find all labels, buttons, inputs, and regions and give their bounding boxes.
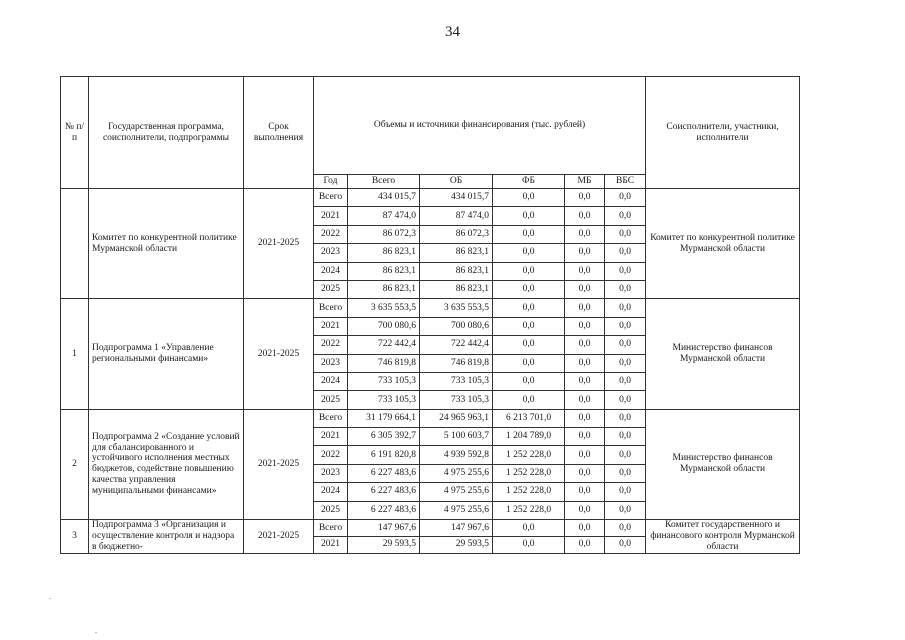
row-vbs: 0,0: [605, 501, 646, 519]
block-program: Комитет по конкурентной политике Мурманской области: [89, 189, 244, 299]
row-ob: 700 080,6: [420, 317, 493, 335]
row-ob: 4 939 592,8: [420, 446, 493, 464]
row-ob: 3 635 553,5: [420, 299, 493, 317]
row-mb: 0,0: [565, 428, 605, 446]
row-year: Всего: [314, 299, 348, 317]
row-year: 2025: [314, 501, 348, 519]
header-year: Год: [314, 175, 348, 189]
row-vbs: 0,0: [605, 207, 646, 225]
row-total: 746 819,8: [348, 354, 420, 372]
row-ob: 434 015,7: [420, 189, 493, 207]
row-total: 86 823,1: [348, 244, 420, 262]
row-mb: 0,0: [565, 464, 605, 482]
row-mb: 0,0: [565, 336, 605, 354]
scan-speck: [49, 598, 51, 599]
row-mb: 0,0: [565, 483, 605, 501]
row-fb: 1 204 789,0: [493, 428, 565, 446]
row-year: 2023: [314, 464, 348, 482]
row-vbs: 0,0: [605, 446, 646, 464]
row-fb: 1 252 228,0: [493, 483, 565, 501]
row-mb: 0,0: [565, 501, 605, 519]
row-ob: 86 072,3: [420, 225, 493, 243]
header-num: № п/п: [61, 77, 89, 189]
header-term: Срок выполнения: [244, 77, 314, 189]
scan-speck: [95, 632, 97, 633]
row-year: 2024: [314, 262, 348, 280]
row-fb: 6 213 701,0: [493, 409, 565, 427]
header-vbs: ВБС: [605, 175, 646, 189]
row-ob: 4 975 255,6: [420, 501, 493, 519]
row-year: 2021: [314, 536, 348, 553]
row-vbs: 0,0: [605, 299, 646, 317]
row-year: 2022: [314, 336, 348, 354]
block-term: 2021-2025: [244, 299, 314, 409]
row-ob: 746 819,8: [420, 354, 493, 372]
row-ob: 722 442,4: [420, 336, 493, 354]
header-executors: Соисполнители, участники, исполнители: [646, 77, 800, 189]
row-total: 722 442,4: [348, 336, 420, 354]
row-vbs: 0,0: [605, 189, 646, 207]
row-ob: 24 965 963,1: [420, 409, 493, 427]
table-row: [61, 189, 800, 207]
row-total: 733 105,3: [348, 391, 420, 409]
row-ob: 4 975 255,6: [420, 483, 493, 501]
row-ob: 733 105,3: [420, 391, 493, 409]
row-fb: 0,0: [493, 354, 565, 372]
block-num: 1: [61, 299, 89, 409]
row-mb: 0,0: [565, 189, 605, 207]
row-vbs: 0,0: [605, 536, 646, 553]
row-mb: 0,0: [565, 372, 605, 390]
header-fb: ФБ: [493, 175, 565, 189]
row-fb: 0,0: [493, 244, 565, 262]
header-mb: МБ: [565, 175, 605, 189]
row-fb: 0,0: [493, 225, 565, 243]
row-mb: 0,0: [565, 391, 605, 409]
row-year: 2024: [314, 483, 348, 501]
row-vbs: 0,0: [605, 336, 646, 354]
header-total: Всего: [348, 175, 420, 189]
row-vbs: 0,0: [605, 520, 646, 537]
block-num: 3: [61, 520, 89, 554]
row-fb: 0,0: [493, 207, 565, 225]
block-executor: Министерство финансов Мурманской области: [646, 299, 800, 409]
row-vbs: 0,0: [605, 244, 646, 262]
row-total: 733 105,3: [348, 372, 420, 390]
header-program: Государственная программа, соисполнители, подпрограммы: [89, 77, 244, 189]
row-fb: 0,0: [493, 520, 565, 537]
row-total: 6 227 483,6: [348, 501, 420, 519]
row-fb: 1 252 228,0: [493, 464, 565, 482]
row-mb: 0,0: [565, 446, 605, 464]
row-total: 86 823,1: [348, 280, 420, 298]
row-total: 29 593,5: [348, 536, 420, 553]
row-ob: 4 975 255,6: [420, 464, 493, 482]
row-fb: 1 252 228,0: [493, 446, 565, 464]
row-year: Всего: [314, 189, 348, 207]
row-mb: 0,0: [565, 262, 605, 280]
row-year: 2021: [314, 207, 348, 225]
row-total: 700 080,6: [348, 317, 420, 335]
row-total: 6 227 483,6: [348, 464, 420, 482]
table-row: [61, 520, 800, 537]
row-vbs: 0,0: [605, 464, 646, 482]
row-vbs: 0,0: [605, 280, 646, 298]
row-year: 2023: [314, 354, 348, 372]
row-total: 6 305 392,7: [348, 428, 420, 446]
row-fb: 0,0: [493, 280, 565, 298]
row-mb: 0,0: [565, 207, 605, 225]
row-vbs: 0,0: [605, 483, 646, 501]
row-vbs: 0,0: [605, 372, 646, 390]
row-fb: 0,0: [493, 336, 565, 354]
row-fb: 0,0: [493, 391, 565, 409]
row-mb: 0,0: [565, 280, 605, 298]
row-vbs: 0,0: [605, 428, 646, 446]
row-mb: 0,0: [565, 354, 605, 372]
row-ob: 86 823,1: [420, 244, 493, 262]
row-ob: 86 823,1: [420, 280, 493, 298]
row-year: 2024: [314, 372, 348, 390]
funding-table: [60, 76, 800, 554]
row-mb: 0,0: [565, 520, 605, 537]
row-fb: 0,0: [493, 299, 565, 317]
row-year: 2022: [314, 446, 348, 464]
row-total: 86 072,3: [348, 225, 420, 243]
row-mb: 0,0: [565, 536, 605, 553]
row-year: 2021: [314, 428, 348, 446]
row-total: 3 635 553,5: [348, 299, 420, 317]
row-fb: 1 252 228,0: [493, 501, 565, 519]
row-ob: 5 100 603,7: [420, 428, 493, 446]
header-funding: Объемы и источники финансирования (тыс. рублей): [314, 77, 646, 175]
row-total: 31 179 664,1: [348, 409, 420, 427]
row-ob: 87 474,0: [420, 207, 493, 225]
row-year: 2025: [314, 391, 348, 409]
row-year: Всего: [314, 409, 348, 427]
row-year: 2022: [314, 225, 348, 243]
row-ob: 29 593,5: [420, 536, 493, 553]
row-fb: 0,0: [493, 372, 565, 390]
row-year: Всего: [314, 520, 348, 537]
row-vbs: 0,0: [605, 391, 646, 409]
row-ob: 147 967,6: [420, 520, 493, 537]
row-total: 6 227 483,6: [348, 483, 420, 501]
row-total: 87 474,0: [348, 207, 420, 225]
block-term: 2021-2025: [244, 409, 314, 519]
row-total: 147 967,6: [348, 520, 420, 537]
row-mb: 0,0: [565, 225, 605, 243]
block-num: [61, 189, 89, 299]
row-total: 434 015,7: [348, 189, 420, 207]
table-row: [61, 409, 800, 427]
row-vbs: 0,0: [605, 354, 646, 372]
row-fb: 0,0: [493, 317, 565, 335]
page-number: 34: [445, 24, 460, 40]
row-fb: 0,0: [493, 189, 565, 207]
row-total: 6 191 820,8: [348, 446, 420, 464]
block-executor: Министерство финансов Мурманской области: [646, 409, 800, 519]
row-fb: 0,0: [493, 262, 565, 280]
row-year: 2021: [314, 317, 348, 335]
block-term: 2021-2025: [244, 189, 314, 299]
row-ob: 733 105,3: [420, 372, 493, 390]
row-mb: 0,0: [565, 317, 605, 335]
row-fb: 0,0: [493, 536, 565, 553]
row-mb: 0,0: [565, 409, 605, 427]
table-row: [61, 299, 800, 317]
block-term: 2021-2025: [244, 520, 314, 554]
block-program: Подпрограмма 3 «Организация и осуществление контроля и надзора в бюджетно-: [89, 520, 244, 554]
row-vbs: 0,0: [605, 225, 646, 243]
block-program: Подпрограмма 2 «Создание условий для сбалансированного и устойчивого исполнения местных бюджетов, содействие повышению качества управления муниципальными финансами»: [89, 409, 244, 519]
row-year: 2025: [314, 280, 348, 298]
row-vbs: 0,0: [605, 409, 646, 427]
row-vbs: 0,0: [605, 262, 646, 280]
block-executor: Комитет по конкурентной политике Мурманской области: [646, 189, 800, 299]
header-ob: ОБ: [420, 175, 493, 189]
row-mb: 0,0: [565, 244, 605, 262]
block-program: Подпрограмма 1 «Управление региональными финансами»: [89, 299, 244, 409]
block-executor: Комитет государственного и финансового контроля Мурманской области: [646, 520, 800, 554]
row-year: 2023: [314, 244, 348, 262]
row-vbs: 0,0: [605, 317, 646, 335]
block-num: 2: [61, 409, 89, 519]
row-ob: 86 823,1: [420, 262, 493, 280]
row-mb: 0,0: [565, 299, 605, 317]
row-total: 86 823,1: [348, 262, 420, 280]
